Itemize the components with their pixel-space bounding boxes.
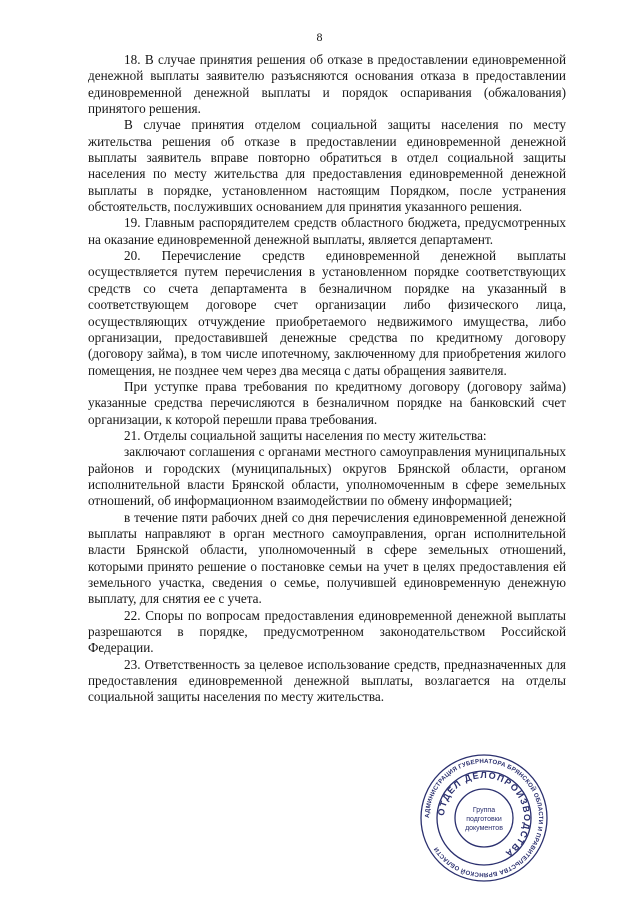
stamp-center-text (465, 807, 503, 832)
stamp-center-line-3: документов (465, 825, 503, 832)
stamp-center-line-1: Группа (472, 807, 496, 814)
paragraph-18-refusal-repeat: В случае принятия отделом социальной защиты населения по месту жительства решения об отказе в предоставлении единовременной денежной выплаты заявитель вправе повторно обратиться в отдел социальной защиты населения по месту жительства для предоставления единовременной денежной выплаты в порядке, установленном настоящим Порядком, после устранения обстоятельств, послуживших основанием для принятия указанного решения. (88, 117, 566, 215)
stamp-outer-text: АДМИНИСТРАЦИЯ ГУБЕРНАТОРА БРЯНСКОЙ ОБЛАСТИ И ПРАВИТЕЛЬСТВА БРЯНСКОЙ ОБЛАСТИ (423, 757, 545, 879)
paragraph-22: 22. Споры по вопросам предоставления единовременной денежной выплаты разрешаются в порядке, предусмотренном законодательством Российской Федерации. (88, 607, 566, 656)
stamp-graphic (418, 752, 550, 884)
paragraph-21-notification: в течение пяти рабочих дней со дня перечисления единовременной денежной выплаты направляют в орган местного самоуправления, орган исполнительной власти Брянской области, уполномоченный в сфере земельных отношений, которыми принято решение о постановке семьи на учет в целях предоставления ей земельного участка, сведения о семье, получившей единовременную денежную выплату, для снятия ее с учета. (88, 509, 566, 607)
page-number: 8 (316, 30, 323, 44)
paragraph-18: 18. В случае принятия решения об отказе в предоставлении единовременной денежной выплаты заявителю разъясняются основания отказа в предоставлении единовременной денежной выплаты и порядок оспаривания (обжалования) принятого решения. (88, 52, 566, 117)
paragraph-20: 20. Перечисление средств единовременной денежной выплаты осуществляется путем перечисления в установленном порядке соответствующих средств со счета департамента в безналичном порядке на указанный в соответствующем договоре счет организации либо физического лица, осуществляющих отчуждение приобретаемого недвижимого имущества, либо организации, предоставившей денежные средства по кредитному договору (договору займа), в том числе ипотечному, заключенному для приобретения жилого помещения, не позднее чем через два месяца с даты обращения заявителя. (88, 248, 566, 378)
paragraph-21-agreements: заключают соглашения с органами местного самоуправления муниципальных районов и городских (муниципальных) округов Брянской области, органом исполнительной власти Брянской области, уполномоченным в сфере земельных отношений, об информационном взаимодействии по обмену информацией; (88, 444, 566, 509)
document-body (88, 52, 566, 706)
paragraph-20-assignment: При уступке права требования по кредитному договору (договору займа) указанные средства перечисляются в безналичном порядке на банковский счет организации, к которой перешли права требования. (88, 378, 566, 427)
official-stamp (418, 752, 550, 884)
stamp-center-line-2: подготовки (466, 816, 502, 823)
paragraph-19: 19. Главным распорядителем средств областного бюджета, предусмотренных на оказание единовременной денежной выплаты, является департамент. (88, 215, 566, 247)
paragraph-23: 23. Ответственность за целевое использование средств, предназначенных для предоставления единовременной денежной выплаты, возлагается на отделы социальной защиты населения по месту жительства. (88, 656, 566, 705)
paragraph-21: 21. Отделы социальной защиты населения по месту жительства: (124, 427, 487, 443)
stamp-middle-text: ОТДЕЛ ДЕЛОПРОИЗВОДСТВА (435, 769, 533, 860)
